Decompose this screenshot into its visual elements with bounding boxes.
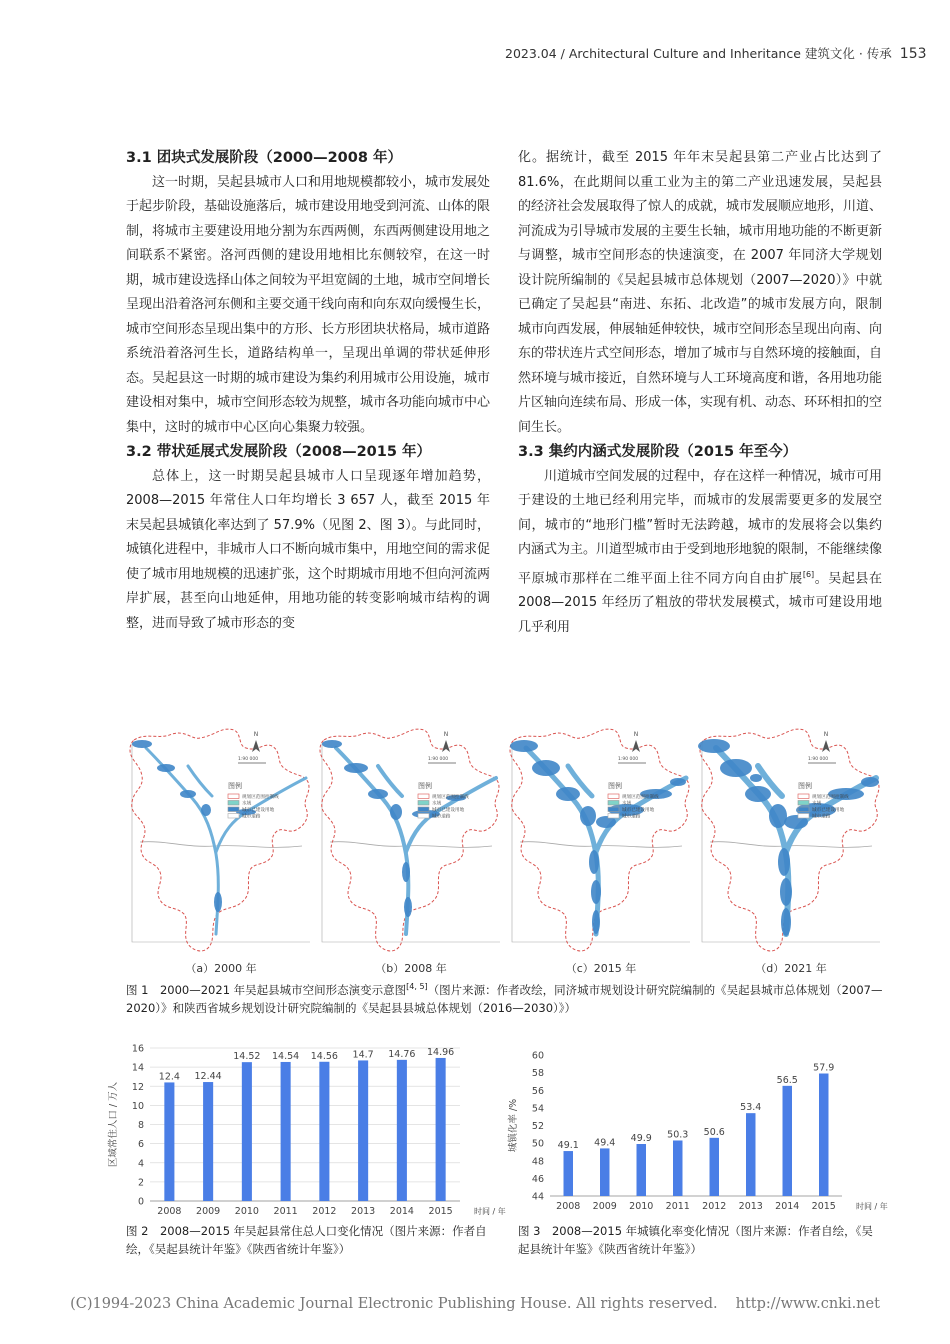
map-sublabel: （d）2021 年 [755, 962, 827, 975]
legend-swatch [798, 814, 809, 819]
paragraph: 总体上，这一时期吴起县城市人口呈现逐年增加趋势，2008—2015 年常住人口年均增长 3 657 人，截至 2015 年末吴起县城镇化率达到了 57.9%（见图 2、图 3）。与此同时，城镇化进程中，非城市人口不断向城市集中，用地空间的需求促使了城市用地规模的迅速扩张，这个时期城市用地不但向河流两岸扩展，甚至向山地延伸，用地功能的转变影响城市结构的调整，进而导致了城市形态的变 [126, 468, 491, 631]
map-panel [506, 722, 696, 952]
bar [783, 1086, 792, 1196]
figure-1 [126, 722, 886, 975]
bar [746, 1113, 755, 1196]
legend-swatch [798, 801, 809, 806]
section-heading-3-1: 3.1 团块式发展阶段（2000—2008 年） [126, 150, 402, 166]
y-axis-label: 区域常住人口 / 万人 [108, 1081, 119, 1168]
legend-swatch [798, 807, 809, 812]
section-heading-3-3: 3.3 集约内涵式发展阶段（2015 年至今） [518, 444, 798, 460]
x-tick-label: 2014 [389, 1206, 414, 1217]
page-number: 153 [899, 46, 927, 62]
north-arrow-icon [632, 740, 640, 752]
river [336, 748, 408, 934]
bar [358, 1060, 368, 1201]
section-heading-3-2: 3.2 带状延展式发展阶段（2008—2015 年） [126, 444, 431, 460]
legend-swatch [798, 794, 809, 799]
paragraph: 化。据统计，截至 2015 年年末吴起县第二产业占比达到了 81.6%，在此期间以重工业为主的第二产业迅速发展，吴起县的经济社会发展取得了惊人的成就，城市发展顺应地形，川道、河流成为引导城市发展的主要生长轴，城市用地功能的不断更新与调整，城市空间形态的快速演变，在 2007 年同济大学规划设计院所编制的《吴起县城市总体规划（2007—2020）》中就已确定了吴起县“南进、东拓、北改造”的城市发展方向，限制城市向西发展，伸展轴延伸较快，城市空间形态呈现出向南、向东的带状连片式空间形态，增加了城市与自然环境的接触面，自然环境与城市接近，自然环境与人工环境高度和谐，各用地功能片区轴向连续布局、形成一体，实现有机、动态、环环相扣的空间生长。 [518, 150, 883, 435]
bar [436, 1058, 446, 1201]
map-panel [126, 722, 316, 952]
legend-swatch [228, 807, 239, 812]
built-area [670, 778, 686, 786]
legend-swatch [418, 814, 429, 819]
scale-label: 1:90 000 [618, 757, 639, 762]
legend-swatch [418, 807, 429, 812]
bar [203, 1082, 213, 1201]
figure-3-caption: 图 3 2008—2015 年城镇化率变化情况（图片来源：作者自绘，《吴起县统计年鉴》《陕西省统计年鉴》） [518, 1224, 873, 1256]
x-tick-label: 2011 [273, 1206, 298, 1217]
map-panel [316, 722, 506, 952]
legend-label: 城市道路 [622, 814, 641, 820]
data-label: 12.44 [194, 1071, 222, 1083]
caption-ref: [4, 5] [406, 982, 428, 991]
built-area [180, 790, 196, 798]
x-axis-label: 时间 / 年 [474, 1207, 506, 1216]
chart-population [108, 1036, 506, 1222]
legend-label: 城市道路 [242, 814, 261, 820]
map-sublabel: （a）2000 年 [185, 962, 257, 975]
paragraph-text: 川道城市空间发展的过程中，存在这样一种情况，城市可用于建设的土地已经利用完毕，而城市的发展需要更多的发展空间，城市的“地形门槛”暂时无法跨越，城市的发展将会以集约内涵式为主。川道型城市由于受到地形地貌的限制，不能继续像平原城市那样在二维平面上往不同方向自由扩展 [518, 468, 883, 586]
data-label: 50.6 [703, 1126, 725, 1138]
bar [600, 1148, 609, 1196]
x-tick-label: 2011 [665, 1201, 690, 1212]
legend-title: 图例 [608, 782, 622, 790]
north-arrow-icon [442, 740, 450, 752]
data-label: 50.3 [667, 1129, 689, 1141]
x-tick-label: 2008 [157, 1206, 182, 1217]
north-label: N [633, 731, 639, 738]
x-tick-label: 2008 [556, 1201, 581, 1212]
built-area [781, 908, 791, 936]
data-label: 12.4 [158, 1071, 180, 1083]
legend-label: 水域 [812, 801, 822, 807]
x-tick-label: 2012 [312, 1206, 337, 1217]
legend-label: 城市已建设用地 [432, 808, 465, 813]
legend-swatch [228, 814, 239, 819]
header-text: 2023.04 / Architectural Culture and Inheritance 建筑文化 · 传承 [505, 46, 892, 61]
built-area [556, 787, 580, 801]
x-tick-label: 2009 [592, 1201, 617, 1212]
bar [164, 1082, 174, 1201]
built-area [861, 777, 879, 787]
bar [819, 1074, 828, 1196]
built-area [390, 804, 402, 820]
scale-label: 1:90 000 [808, 757, 829, 762]
legend-swatch [608, 807, 619, 812]
north-arrow-icon [822, 740, 830, 752]
legend-label: 城市已建设用地 [622, 808, 655, 813]
y-tick-label: 54 [531, 1103, 544, 1115]
x-tick-label: 2012 [702, 1201, 727, 1212]
y-tick-label: 58 [531, 1068, 544, 1080]
north-arrow-icon [252, 740, 260, 752]
figure-2-caption: 图 2 2008—2015 年吴起县常住总人口变化情况（图片来源：作者自绘，《吴起县统计年鉴》《陕西省统计年鉴》） [126, 1224, 487, 1256]
legend-label: 水域 [622, 801, 632, 807]
legend-label: 水域 [242, 801, 252, 807]
x-tick-label: 2010 [234, 1206, 259, 1217]
scale-label: 1:90 000 [238, 757, 259, 762]
y-tick-label: 60 [531, 1050, 544, 1062]
x-tick-label: 2014 [775, 1201, 800, 1212]
bar [673, 1140, 682, 1196]
caption-source: （图片来源：作者改绘，同济城市规划设计研究院编制的《吴起县城市总体规划（2007—2020）》和陕西省城乡规划设计研究院编制的《吴起县县城总体规划（2016—2030）》） [126, 982, 883, 1015]
legend-swatch [228, 794, 239, 799]
left-column [126, 146, 490, 636]
paragraph: 这一时期，吴起县城市人口和用地规模都较小，城市发展处于起步阶段，基础设施落后，城市建设用地受到河流、山体的限制，将城市主要建设用地分割为东西两侧，东西两侧建设用地之间联系不紧密。洛河西侧的建设用地相比东侧较窄，在这一时期，城市建设选择山体之间较为平坦宽阔的土地，城市空间增长呈现出沿着洛河东侧和主要交通干线向南和向东双向缓慢生长，城市空间形态呈现出集中的方形、长方形团块状格局，城市道路系统沿着洛河生长，道路结构单一，呈现出单调的带状延伸形态。吴起县这一时期的城市建设为集约利用城市公用设施，城市建设相对集中，城市空间形态较为规整，城市各功能向城市中心集中，这时的城市中心区向心集聚力较强。 [126, 174, 491, 435]
legend-swatch [418, 794, 429, 799]
x-tick-label: 2009 [196, 1206, 221, 1217]
data-label: 49.9 [630, 1133, 652, 1145]
legend-swatch [608, 801, 619, 806]
data-label: 14.96 [427, 1046, 455, 1058]
map-panel [696, 722, 886, 952]
y-tick-label: 56 [531, 1085, 544, 1097]
paragraph-text: 。吴起县在 2008—2015 年经历了粗放的带状发展模式，城市可建设用地几乎利用 [518, 570, 882, 635]
bar [710, 1138, 719, 1196]
legend-swatch [608, 814, 619, 819]
legend-swatch [608, 794, 619, 799]
built-area [720, 759, 752, 777]
y-tick-label: 16 [131, 1043, 144, 1055]
right-column [518, 146, 882, 640]
data-label: 49.4 [594, 1137, 616, 1149]
data-label: 14.56 [310, 1050, 338, 1062]
y-tick-label: 10 [131, 1100, 144, 1112]
data-label: 56.5 [776, 1074, 798, 1086]
bar [319, 1062, 329, 1201]
built-area [201, 804, 211, 816]
y-tick-label: 8 [137, 1120, 144, 1131]
built-area [132, 740, 152, 748]
river [146, 748, 218, 934]
map-sublabel: （b）2008 年 [375, 962, 447, 975]
footer [0, 1296, 950, 1312]
footer-url[interactable]: http://www.cnki.net [735, 1296, 880, 1312]
built-area [698, 739, 730, 753]
x-tick-label: 2010 [629, 1201, 654, 1212]
built-area [750, 774, 762, 782]
data-label: 49.1 [557, 1140, 579, 1152]
y-axis-label: 城镇化率 /% [508, 1098, 519, 1153]
built-area [404, 897, 412, 917]
x-tick-label: 2013 [738, 1201, 763, 1212]
legend-label: 规划区范围控制线 [812, 795, 849, 800]
footer-copyright: (C)1994-2023 China Academic Journal Electronic Publishing House. All rights reserved. [70, 1296, 718, 1312]
bar [564, 1151, 573, 1196]
y-tick-label: 0 [137, 1196, 144, 1208]
y-tick-label: 46 [531, 1173, 544, 1185]
data-label: 14.7 [352, 1049, 374, 1061]
built-area [402, 862, 410, 882]
x-tick-label: 2013 [351, 1206, 376, 1217]
y-tick-label: 50 [531, 1138, 544, 1150]
built-area [344, 763, 368, 773]
legend-label: 水域 [432, 801, 442, 807]
legend-title: 图例 [798, 782, 812, 790]
y-tick-label: 14 [131, 1062, 144, 1074]
bar [637, 1144, 646, 1196]
built-area [778, 848, 790, 876]
legend-label: 规划区范围控制线 [432, 795, 469, 800]
built-area [592, 910, 600, 934]
chart-urbanization [508, 1045, 892, 1221]
legend-title: 图例 [228, 782, 242, 790]
built-area [780, 878, 792, 906]
legend-label: 规划区范围控制线 [242, 795, 279, 800]
y-tick-label: 52 [531, 1121, 544, 1132]
built-area [591, 880, 601, 904]
built-area [580, 806, 596, 826]
built-area [532, 760, 560, 776]
north-label: N [253, 731, 259, 738]
north-label: N [443, 731, 449, 738]
data-label: 53.4 [740, 1102, 762, 1114]
x-tick-label: 2015 [428, 1206, 453, 1217]
built-area [589, 850, 599, 874]
built-area [157, 764, 175, 772]
built-area [322, 740, 342, 748]
data-label: 14.52 [233, 1051, 261, 1063]
y-tick-label: 6 [137, 1139, 144, 1151]
legend-label: 城市已建设用地 [812, 808, 845, 813]
legend-swatch [418, 801, 429, 806]
data-label: 14.76 [388, 1048, 416, 1060]
running-header [505, 44, 927, 62]
built-area [769, 804, 787, 828]
bar [242, 1062, 252, 1201]
legend-title: 图例 [418, 782, 432, 790]
bar [281, 1062, 291, 1201]
bar [397, 1060, 407, 1201]
y-tick-label: 48 [531, 1156, 544, 1168]
y-tick-label: 12 [131, 1081, 144, 1093]
built-area [510, 740, 538, 752]
built-area [745, 786, 771, 802]
built-area [368, 789, 388, 799]
legend-label: 城市已建设用地 [242, 808, 275, 813]
built-area [214, 892, 222, 912]
data-label: 57.9 [813, 1062, 835, 1074]
legend-label: 城市道路 [432, 814, 451, 820]
citation-ref: [6] [802, 569, 815, 579]
legend-label: 城市道路 [812, 814, 831, 820]
paragraph [518, 465, 882, 641]
y-tick-label: 44 [531, 1191, 544, 1203]
y-tick-label: 2 [137, 1177, 144, 1189]
river [526, 748, 598, 934]
data-label: 14.54 [272, 1050, 300, 1062]
north-label: N [823, 731, 829, 738]
scale-label: 1:90 000 [428, 757, 449, 762]
map-sublabel: （c）2015 年 [565, 962, 637, 975]
x-axis-label: 时间 / 年 [856, 1202, 888, 1211]
y-tick-label: 4 [137, 1158, 144, 1170]
figure-1-caption [126, 978, 886, 1017]
legend-swatch [228, 801, 239, 806]
legend-label: 规划区范围控制线 [622, 795, 659, 800]
x-tick-label: 2015 [811, 1201, 836, 1212]
caption-title: 图 1 2000—2021 年吴起县城市空间形态演变示意图 [126, 982, 407, 997]
